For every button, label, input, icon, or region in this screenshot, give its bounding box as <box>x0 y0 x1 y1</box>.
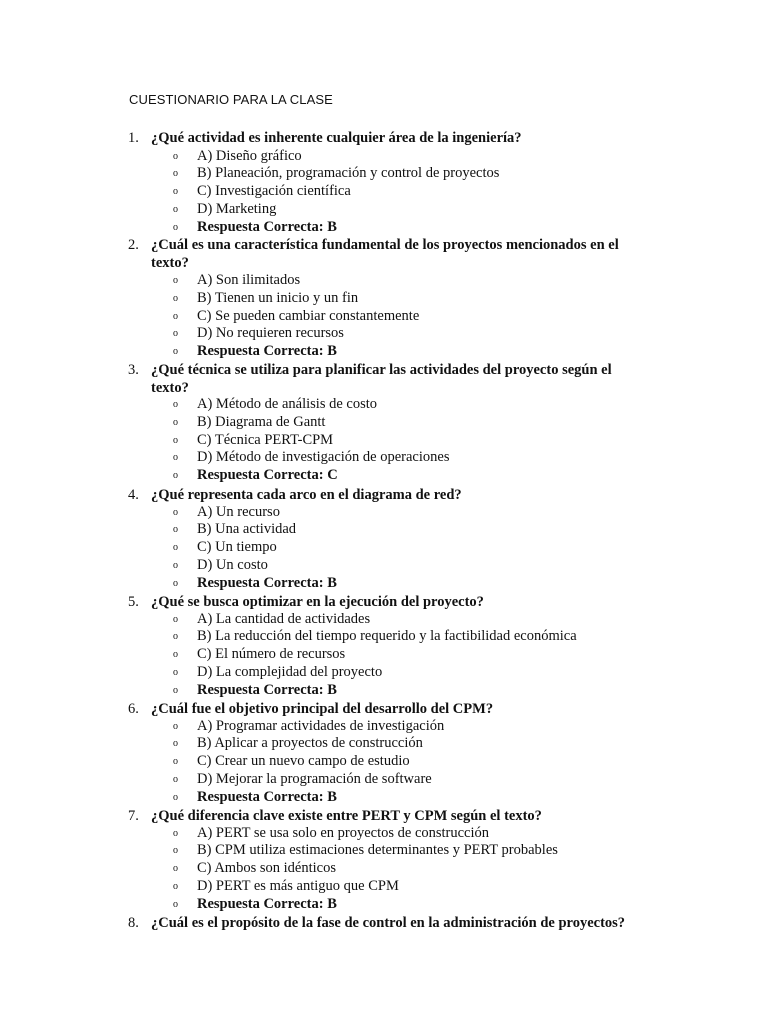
option-text: C) Ambos son idénticos <box>197 860 336 877</box>
option-text: B) Tienen un inicio y un fin <box>197 289 359 306</box>
option-item <box>0 842 768 860</box>
bullet-icon: o <box>173 559 178 571</box>
bullet-icon: o <box>173 773 178 785</box>
question-line: texto? <box>151 380 189 396</box>
option-text: C) Crear un nuevo campo de estudio <box>197 753 410 770</box>
bullet-icon: o <box>173 310 178 322</box>
correct-answer-text: Respuesta Correcta: B <box>197 681 337 698</box>
option-item <box>0 521 768 539</box>
bullet-icon: o <box>173 880 178 892</box>
question-number: 2. <box>128 237 139 253</box>
bullet-icon: o <box>173 720 178 732</box>
option-item <box>0 449 768 467</box>
question-text <box>151 700 651 718</box>
answer-options <box>0 504 768 593</box>
bullet-icon: o <box>173 845 178 857</box>
question-text <box>151 236 651 272</box>
option-item <box>0 201 768 219</box>
bullet-icon: o <box>173 631 178 643</box>
correct-answer-text: Respuesta Correcta: B <box>197 788 337 805</box>
answer-options <box>0 611 768 700</box>
answer-options <box>0 272 768 361</box>
option-item <box>0 878 768 896</box>
question-number: 5. <box>128 594 139 610</box>
option-text: B) CPM utiliza estimaciones determinantes y PERT probables <box>197 842 558 859</box>
question-line: texto? <box>151 255 189 271</box>
bullet-icon: o <box>173 399 178 410</box>
bullet-icon: o <box>173 577 178 589</box>
bullet-icon: o <box>173 328 178 340</box>
option-text: A) Un recurso <box>197 503 280 520</box>
option-text: C) Se pueden cambiar constantemente <box>197 307 420 324</box>
bullet-icon: o <box>173 898 178 910</box>
question-text <box>151 593 651 611</box>
option-text: D) PERT es más antiguo que CPM <box>197 877 399 894</box>
option-item <box>0 414 768 432</box>
option-item <box>0 432 768 450</box>
option-item <box>0 646 768 664</box>
question-text <box>151 361 651 397</box>
bullet-icon: o <box>173 524 178 536</box>
option-item <box>0 290 768 308</box>
question-line: ¿Qué representa cada arco en el diagrama de red? <box>151 487 462 503</box>
option-text: A) La cantidad de actividades <box>197 610 371 627</box>
option-item <box>0 860 768 878</box>
bullet-icon: o <box>173 346 178 358</box>
question-line: ¿Qué se busca optimizar en la ejecución del proyecto? <box>151 594 484 610</box>
bullet-icon: o <box>173 684 178 696</box>
option-text: C) Investigación científica <box>197 183 351 200</box>
question-number: 7. <box>128 808 139 824</box>
bullet-icon: o <box>173 738 178 750</box>
option-item <box>0 325 768 343</box>
bullet-icon: o <box>173 221 178 233</box>
option-item <box>0 148 768 166</box>
bullet-icon: o <box>173 756 178 768</box>
page-title: CUESTIONARIO PARA LA CLASE <box>129 92 333 107</box>
question-number: 4. <box>128 487 139 503</box>
option-text: A) Método de análisis de costo <box>197 396 378 412</box>
bullet-icon: o <box>173 506 178 518</box>
bullet-icon: o <box>173 827 178 839</box>
option-text: D) Un costo <box>197 556 268 573</box>
option-item <box>0 771 768 789</box>
bullet-icon: o <box>173 649 178 661</box>
option-text: D) Método de investigación de operaciones <box>197 449 450 466</box>
bullet-icon: o <box>173 416 178 428</box>
question-number: 8. <box>128 915 139 931</box>
answer-options <box>0 825 768 914</box>
option-item <box>0 735 768 753</box>
option-item <box>0 272 768 290</box>
question-line: ¿Qué actividad es inherente cualquier área de la ingeniería? <box>151 130 522 146</box>
bullet-icon: o <box>173 168 178 180</box>
correct-answer-item <box>0 343 768 361</box>
option-text: C) El número de recursos <box>197 646 346 663</box>
bullet-icon: o <box>173 434 178 446</box>
bullet-icon: o <box>173 186 178 198</box>
correct-answer-text: Respuesta Correcta: C <box>197 467 338 484</box>
bullet-icon: o <box>173 542 178 554</box>
option-item <box>0 718 768 736</box>
question-number: 6. <box>128 701 139 717</box>
question-text <box>151 914 651 932</box>
correct-answer-text: Respuesta Correcta: B <box>197 895 337 912</box>
option-item <box>0 308 768 326</box>
option-text: A) Diseño gráfico <box>197 147 302 164</box>
correct-answer-text: Respuesta Correcta: B <box>197 343 337 360</box>
bullet-icon: o <box>173 863 178 875</box>
question-number: 1. <box>128 130 139 146</box>
option-item <box>0 396 768 414</box>
question-text <box>151 486 651 504</box>
bullet-icon: o <box>173 613 178 625</box>
option-text: B) Aplicar a proyectos de construcción <box>197 735 423 752</box>
correct-answer-item <box>0 575 768 593</box>
question-line: ¿Qué técnica se utiliza para planificar las actividades del proyecto según el <box>151 362 612 378</box>
option-text: A) Programar actividades de investigación <box>197 717 445 734</box>
option-item <box>0 504 768 522</box>
option-text: A) Son ilimitados <box>197 272 301 288</box>
correct-answer-item <box>0 682 768 700</box>
bullet-icon: o <box>173 275 178 286</box>
correct-answer-text: Respuesta Correcta: B <box>197 574 337 591</box>
option-text: C) Un tiempo <box>197 539 277 556</box>
question-number: 3. <box>128 362 139 378</box>
option-item <box>0 557 768 575</box>
bullet-icon: o <box>173 150 178 162</box>
option-text: D) Mejorar la programación de software <box>197 770 432 787</box>
bullet-icon: o <box>173 470 178 482</box>
correct-answer-text: Respuesta Correcta: B <box>197 218 337 235</box>
option-item <box>0 539 768 557</box>
bullet-icon: o <box>173 203 178 215</box>
bullet-icon: o <box>173 292 178 304</box>
bullet-icon: o <box>173 666 178 678</box>
option-text: B) La reducción del tiempo requerido y la factibilidad económica <box>197 628 577 645</box>
correct-answer-item <box>0 467 768 485</box>
question-line: ¿Cuál es el propósito de la fase de control en la administración de proyectos? <box>151 915 626 931</box>
option-item <box>0 825 768 843</box>
option-item <box>0 611 768 629</box>
bullet-icon: o <box>173 452 178 464</box>
correct-answer-item <box>0 896 768 914</box>
option-text: B) Una actividad <box>197 521 297 538</box>
option-item <box>0 664 768 682</box>
option-text: D) La complejidad del proyecto <box>197 663 383 680</box>
question-text <box>151 129 651 147</box>
option-text: C) Técnica PERT-CPM <box>197 431 334 448</box>
option-text: D) Marketing <box>197 200 277 217</box>
question-line: ¿Cuál fue el objetivo principal del desarrollo del CPM? <box>151 701 494 717</box>
answer-options <box>0 148 768 237</box>
question-text <box>151 807 651 825</box>
option-text: D) No requieren recursos <box>197 325 344 342</box>
bullet-icon: o <box>173 791 178 803</box>
option-item <box>0 753 768 771</box>
question-line: ¿Cuál es una característica fundamental de los proyectos mencionados en el <box>151 237 619 253</box>
option-item <box>0 183 768 201</box>
option-text: B) Diagrama de Gantt <box>197 413 326 430</box>
option-text: B) Planeación, programación y control de proyectos <box>197 165 500 182</box>
correct-answer-item <box>0 219 768 237</box>
answer-options <box>0 396 768 485</box>
option-item <box>0 165 768 183</box>
correct-answer-item <box>0 789 768 807</box>
option-text: A) PERT se usa solo en proyectos de construcción <box>197 824 490 841</box>
option-item <box>0 628 768 646</box>
answer-options <box>0 718 768 807</box>
question-line: ¿Qué diferencia clave existe entre PERT y CPM según el texto? <box>151 808 542 824</box>
